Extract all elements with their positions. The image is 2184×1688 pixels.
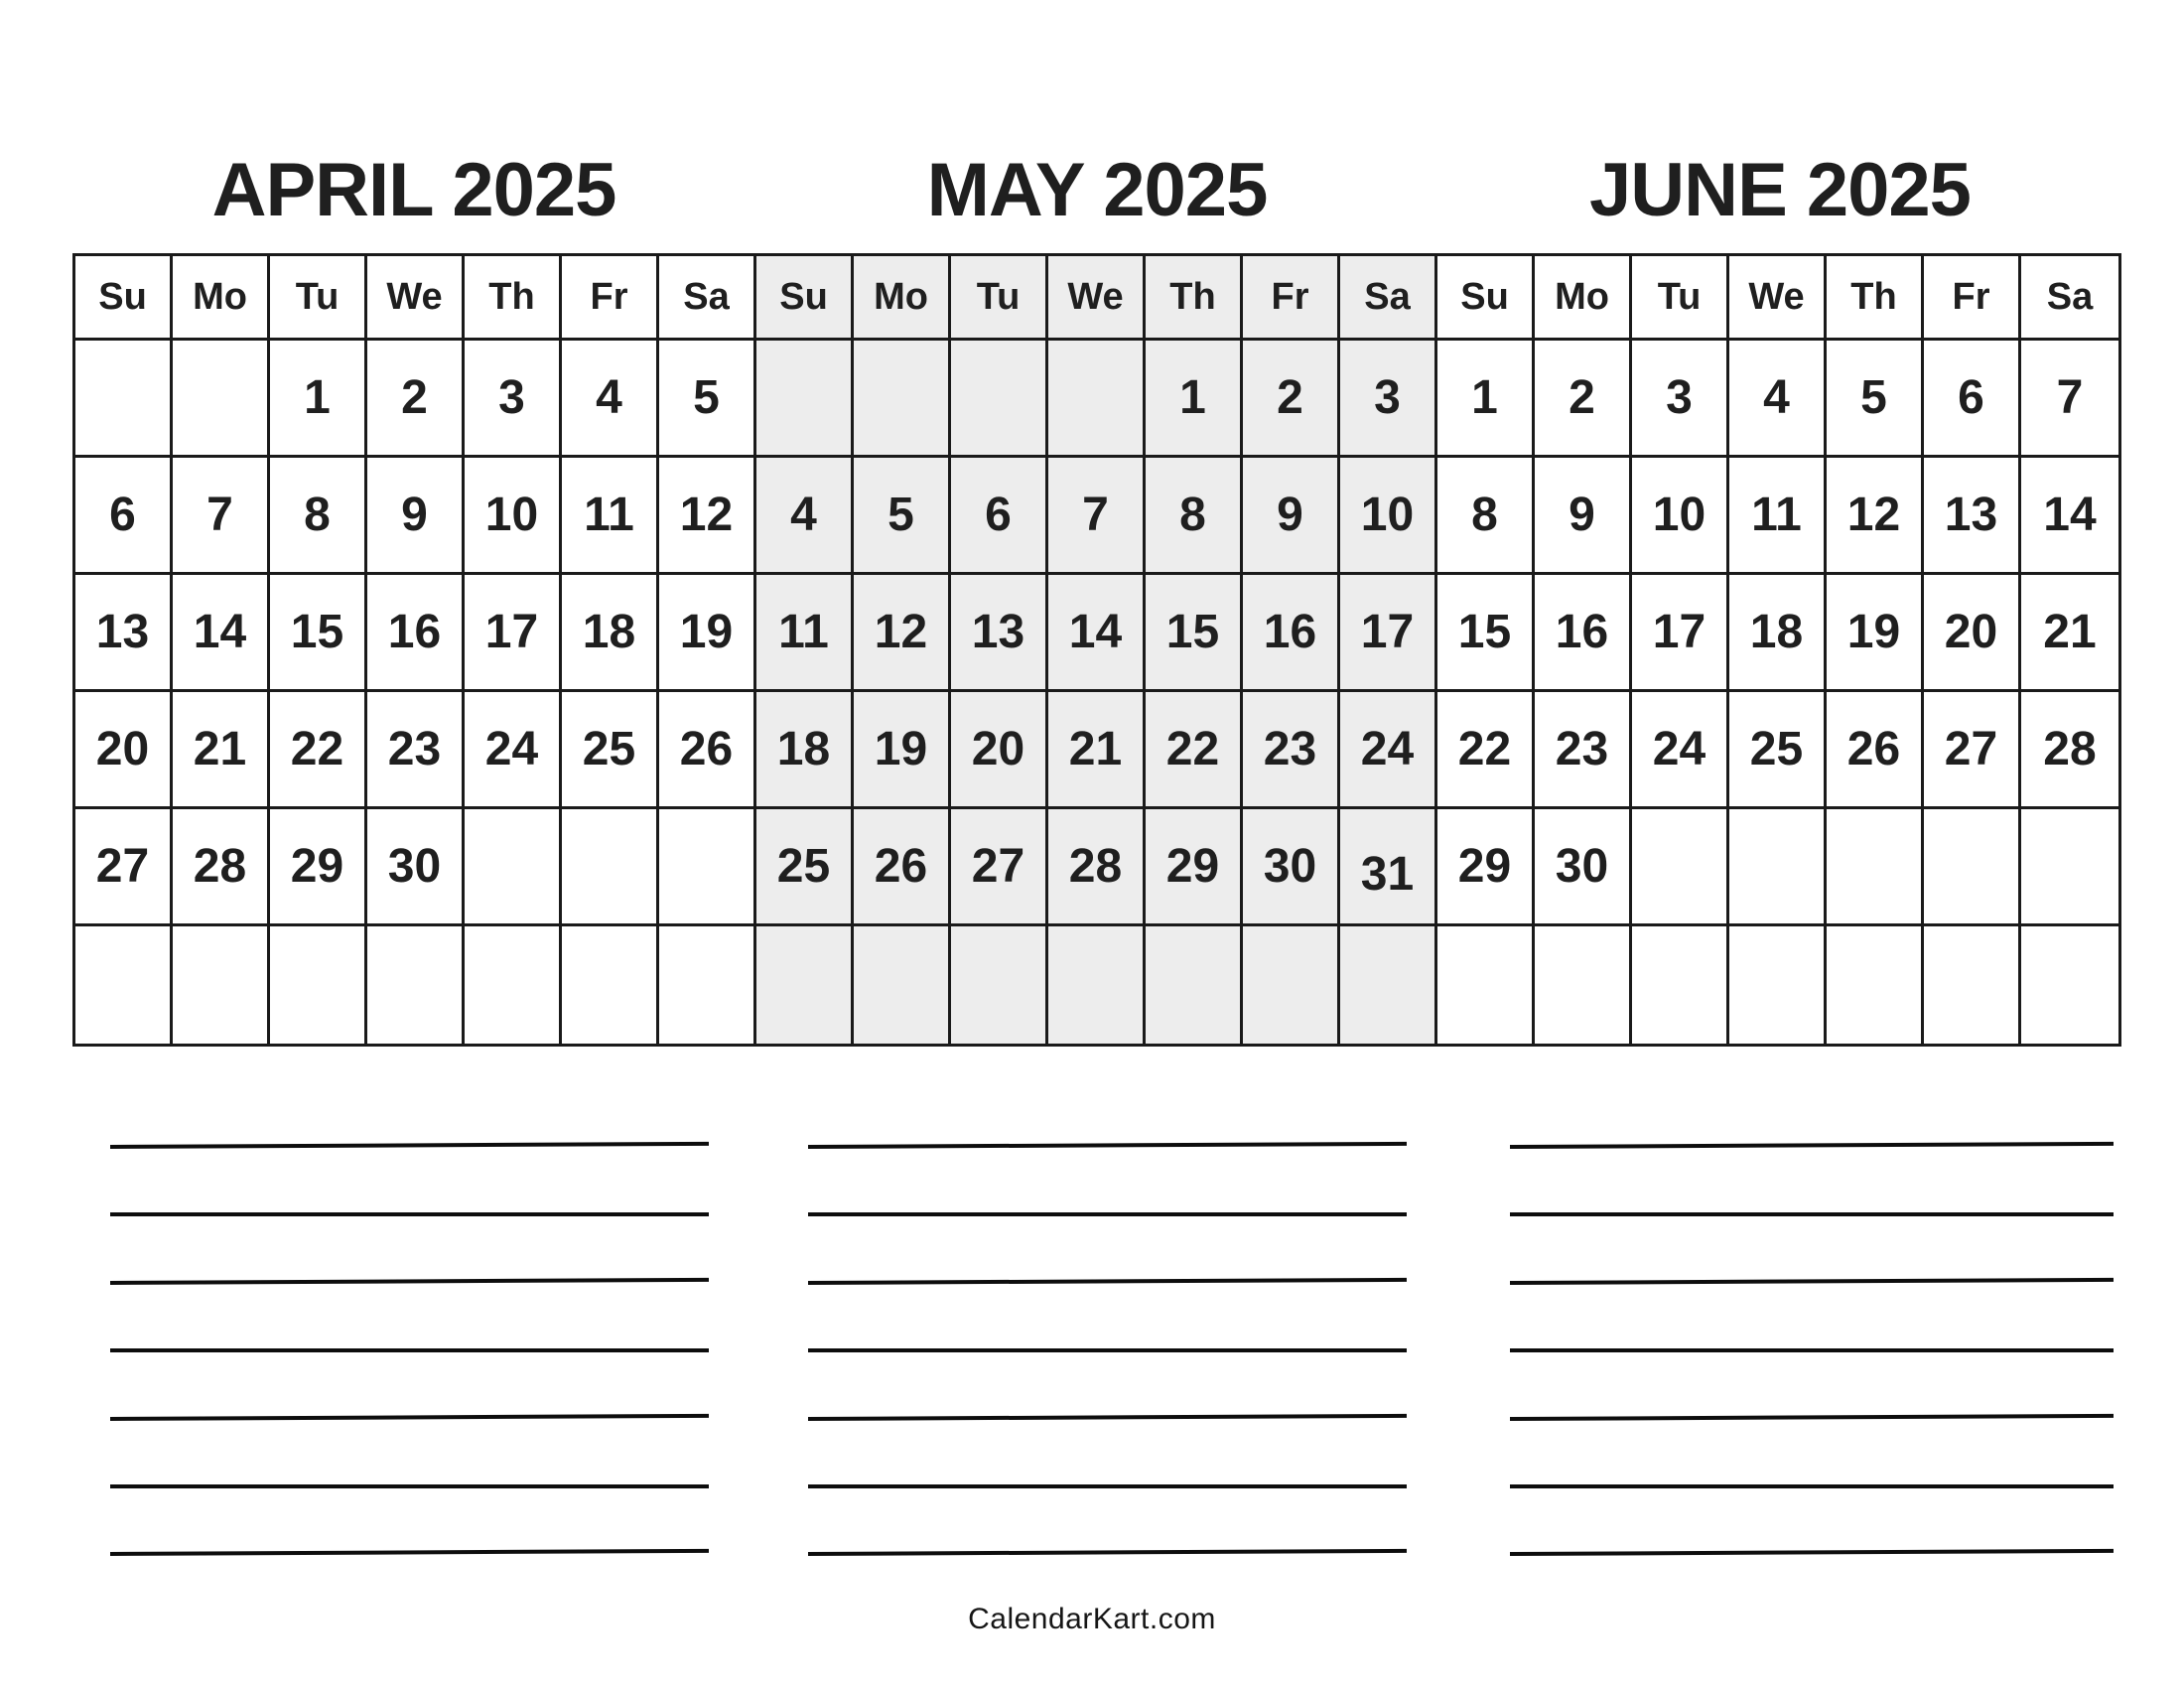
date-cell: 7 [173, 458, 270, 575]
empty-date-cell [465, 809, 562, 926]
day-header-cell: Mo [854, 256, 951, 341]
date-cell: 13 [951, 575, 1048, 692]
day-header-cell: Fr [1243, 256, 1340, 341]
empty-date-cell [1243, 926, 1340, 1044]
day-header-cell: We [1729, 256, 1827, 341]
day-header-cell: Tu [270, 256, 367, 341]
date-cell: 14 [1048, 575, 1146, 692]
empty-date-cell [1729, 809, 1827, 926]
date-cell: 7 [2021, 341, 2118, 458]
empty-date-cell [562, 809, 659, 926]
date-cell: 30 [1535, 809, 1632, 926]
date-cell: 3 [1340, 341, 1437, 458]
day-header-cell: Fr [562, 256, 659, 341]
day-header-cell: Mo [1535, 256, 1632, 341]
empty-date-cell [1048, 926, 1146, 1044]
date-cell: 27 [951, 809, 1048, 926]
note-line [808, 1414, 1407, 1421]
note-line [1510, 1212, 2114, 1216]
date-cell: 3 [465, 341, 562, 458]
day-header-cell: We [367, 256, 465, 341]
footer-brand: CalendarKart.com [968, 1603, 1216, 1635]
note-line [110, 1348, 709, 1352]
note-line [1510, 1549, 2114, 1556]
date-cell: 17 [465, 575, 562, 692]
note-line [808, 1142, 1407, 1149]
empty-date-cell [1924, 926, 2021, 1044]
date-cell: 2 [1243, 341, 1340, 458]
empty-date-cell [1146, 926, 1243, 1044]
date-cell: 20 [951, 692, 1048, 809]
date-cell: 5 [1827, 341, 1924, 458]
notes-column-may [808, 1145, 1407, 1562]
date-cell: 5 [854, 458, 951, 575]
date-cell: 1 [1146, 341, 1243, 458]
date-cell: 14 [2021, 458, 2118, 575]
empty-date-cell [854, 926, 951, 1044]
note-line [1510, 1414, 2114, 1421]
note-line [808, 1212, 1407, 1216]
empty-date-cell [659, 809, 756, 926]
date-cell: 16 [1243, 575, 1340, 692]
date-cell: 17 [1340, 575, 1437, 692]
date-cell: 28 [2021, 692, 2118, 809]
day-header-cell: We [1048, 256, 1146, 341]
empty-date-cell [270, 926, 367, 1044]
date-cell: 13 [75, 575, 173, 692]
date-cell: 2 [1535, 341, 1632, 458]
day-header-cell: Th [1146, 256, 1243, 341]
day-header-cell: Sa [659, 256, 756, 341]
date-cell: 10 [465, 458, 562, 575]
date-cell: 3 [1632, 341, 1729, 458]
note-line [1510, 1484, 2114, 1488]
date-cell: 9 [367, 458, 465, 575]
notes-column-june [1510, 1145, 2114, 1562]
empty-date-cell [75, 341, 173, 458]
empty-date-cell [1729, 926, 1827, 1044]
date-cell: 28 [1048, 809, 1146, 926]
date-cell: 14 [173, 575, 270, 692]
day-header-cell: Sa [1340, 256, 1437, 341]
month-title-june: JUNE 2025 [1589, 148, 1971, 232]
empty-date-cell [1437, 926, 1535, 1044]
date-cell: 17 [1632, 575, 1729, 692]
calendar-grid [72, 253, 2121, 1047]
date-cell: 29 [1437, 809, 1535, 926]
note-line [1510, 1142, 2114, 1149]
date-cell: 25 [756, 809, 854, 926]
date-cell: 25 [1729, 692, 1827, 809]
note-line [808, 1484, 1407, 1488]
note-line [110, 1212, 709, 1216]
date-cell: 31 [1340, 809, 1437, 926]
empty-date-cell [756, 926, 854, 1044]
date-cell: 20 [1924, 575, 2021, 692]
date-cell: 9 [1535, 458, 1632, 575]
empty-date-cell [1340, 926, 1437, 1044]
date-cell: 6 [75, 458, 173, 575]
date-cell: 10 [1632, 458, 1729, 575]
empty-date-cell [756, 341, 854, 458]
date-cell: 11 [562, 458, 659, 575]
note-line [808, 1278, 1407, 1285]
date-cell: 27 [75, 809, 173, 926]
empty-date-cell [367, 926, 465, 1044]
date-cell: 5 [659, 341, 756, 458]
note-line [808, 1549, 1407, 1556]
empty-date-cell [75, 926, 173, 1044]
note-line [1510, 1278, 2114, 1285]
day-header-cell: Su [1437, 256, 1535, 341]
date-cell: 18 [756, 692, 854, 809]
date-cell: 15 [270, 575, 367, 692]
date-cell: 22 [1437, 692, 1535, 809]
date-cell: 23 [1535, 692, 1632, 809]
day-header-cell: Fr [1924, 256, 2021, 341]
date-cell: 22 [270, 692, 367, 809]
date-cell: 29 [1146, 809, 1243, 926]
date-cell: 8 [1146, 458, 1243, 575]
date-cell: 22 [1146, 692, 1243, 809]
note-line [1510, 1348, 2114, 1352]
date-cell: 10 [1340, 458, 1437, 575]
date-cell: 26 [854, 809, 951, 926]
date-cell: 23 [1243, 692, 1340, 809]
empty-date-cell [173, 341, 270, 458]
date-cell: 19 [854, 692, 951, 809]
date-cell: 8 [270, 458, 367, 575]
date-cell: 25 [562, 692, 659, 809]
note-line [808, 1348, 1407, 1352]
date-cell: 12 [659, 458, 756, 575]
date-cell: 12 [1827, 458, 1924, 575]
empty-date-cell [1924, 809, 2021, 926]
empty-date-cell [2021, 809, 2118, 926]
empty-date-cell [854, 341, 951, 458]
note-line [110, 1549, 709, 1556]
empty-date-cell [951, 926, 1048, 1044]
empty-date-cell [1535, 926, 1632, 1044]
date-cell: 11 [756, 575, 854, 692]
note-line [110, 1414, 709, 1421]
day-header-cell: Tu [1632, 256, 1729, 341]
day-header-cell: Sa [2021, 256, 2118, 341]
date-cell: 1 [1437, 341, 1535, 458]
date-cell: 29 [270, 809, 367, 926]
date-cell: 21 [173, 692, 270, 809]
date-cell: 15 [1437, 575, 1535, 692]
note-line [110, 1484, 709, 1488]
empty-date-cell [173, 926, 270, 1044]
date-cell: 11 [1729, 458, 1827, 575]
date-cell: 8 [1437, 458, 1535, 575]
note-line [110, 1142, 709, 1149]
date-cell: 4 [562, 341, 659, 458]
day-header-cell: Tu [951, 256, 1048, 341]
day-header-cell: Su [756, 256, 854, 341]
date-cell: 18 [1729, 575, 1827, 692]
date-cell: 6 [1924, 341, 2021, 458]
month-title-may: MAY 2025 [926, 148, 1268, 232]
empty-date-cell [1827, 926, 1924, 1044]
day-header-cell: Mo [173, 256, 270, 341]
date-cell: 12 [854, 575, 951, 692]
date-cell: 7 [1048, 458, 1146, 575]
date-cell: 15 [1146, 575, 1243, 692]
empty-date-cell [1827, 809, 1924, 926]
empty-date-cell [1632, 926, 1729, 1044]
empty-date-cell [951, 341, 1048, 458]
empty-date-cell [1048, 341, 1146, 458]
date-cell: 26 [659, 692, 756, 809]
date-cell: 26 [1827, 692, 1924, 809]
date-cell: 19 [1827, 575, 1924, 692]
date-cell: 21 [2021, 575, 2118, 692]
day-header-cell: Su [75, 256, 173, 341]
empty-date-cell [562, 926, 659, 1044]
date-cell: 16 [367, 575, 465, 692]
month-title-april: APRIL 2025 [211, 148, 616, 232]
notes-column-april [110, 1145, 709, 1562]
note-line [110, 1278, 709, 1285]
date-cell: 1 [270, 341, 367, 458]
empty-date-cell [465, 926, 562, 1044]
empty-date-cell [659, 926, 756, 1044]
date-cell: 24 [1632, 692, 1729, 809]
date-cell: 30 [1243, 809, 1340, 926]
date-cell: 24 [1340, 692, 1437, 809]
date-cell: 24 [465, 692, 562, 809]
day-header-cell: Th [1827, 256, 1924, 341]
date-cell: 18 [562, 575, 659, 692]
date-cell: 13 [1924, 458, 2021, 575]
day-header-cell: Th [465, 256, 562, 341]
date-cell: 21 [1048, 692, 1146, 809]
date-cell: 9 [1243, 458, 1340, 575]
empty-date-cell [2021, 926, 2118, 1044]
empty-date-cell [1632, 809, 1729, 926]
date-cell: 4 [756, 458, 854, 575]
date-cell: 6 [951, 458, 1048, 575]
date-cell: 23 [367, 692, 465, 809]
date-cell: 20 [75, 692, 173, 809]
date-cell: 28 [173, 809, 270, 926]
date-cell: 27 [1924, 692, 2021, 809]
date-cell: 30 [367, 809, 465, 926]
date-cell: 19 [659, 575, 756, 692]
date-cell: 16 [1535, 575, 1632, 692]
date-cell: 4 [1729, 341, 1827, 458]
date-cell: 2 [367, 341, 465, 458]
